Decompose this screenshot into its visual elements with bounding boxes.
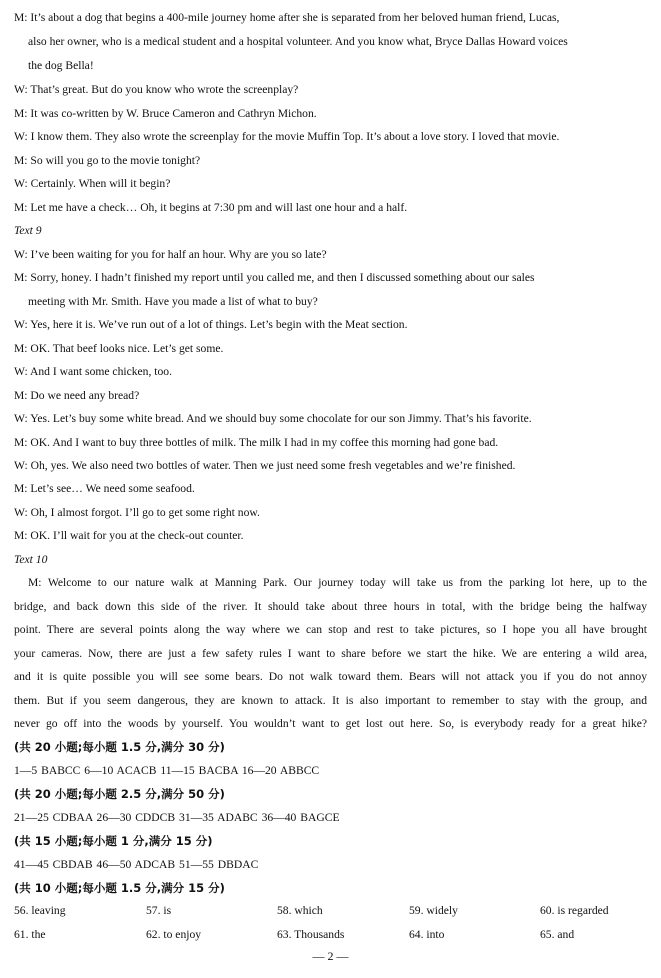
section-header: (共 20 小题;每小题 2.5 分,满分 50 分) [14,787,225,801]
transcript-line: M: OK. That beef looks nice. Let’s get some. [14,342,224,355]
fill-answer: 63. Thousands [277,928,345,941]
transcript-line: M: Sorry, honey. I hadn’t finished my report until you called me, and then I discussed something about our sales [14,271,535,284]
transcript-line: W: I’ve been waiting for you for half an hour. Why are you so late? [14,248,327,261]
transcript-line: W: That’s great. But do you know who wrote the screenplay? [14,83,299,96]
transcript-line: M: OK. I’ll wait for you at the check-out counter. [14,529,244,542]
transcript-line: M: Do we need any bread? [14,389,140,402]
fill-answer: 64. into [409,928,445,941]
fill-answer: 57. is [146,904,172,917]
answer-line: 1—5 BABCC 6—10 ACACB 11—15 BACBA 16—20 ABBCC [14,764,320,777]
transcript-line: M: OK. And I want to buy three bottles of milk. The milk I had in my coffee this morning had gone bad. [14,436,499,449]
paragraph-line: never go off into the woods by yourself. You wouldn’t want to get lost out here. So, is everybody ready for a great hike? [14,717,647,730]
paragraph-line: your cameras. Now, there are just a few safety rules I want to share before we start the hike. We are entering a wild area, [14,647,647,660]
answer-line: 21—25 CDBAA 26—30 CDDCB 31—35 ADABC 36—40 BAGCE [14,811,340,824]
paragraph-line: them. But if you seem dangerous, they are known to attack. It is also important to remember to stay with the group, and [14,694,647,707]
fill-answer: 61. the [14,928,46,941]
transcript-line: M: It was co-written by W. Bruce Cameron and Cathryn Michon. [14,107,317,120]
fill-answer: 58. which [277,904,323,917]
transcript-line: meeting with Mr. Smith. Have you made a list of what to buy? [28,295,318,308]
transcript-line: M: It’s about a dog that begins a 400-mile journey home after she is separated from her beloved human friend, Lucas, [14,11,560,24]
transcript-line: W: Yes, here it is. We’ve run out of a lot of things. Let’s begin with the Meat section. [14,318,408,331]
section-header: (共 15 小题;每小题 1 分,满分 15 分) [14,834,213,848]
transcript-line: M: Let me have a check… Oh, it begins at 7:30 pm and will last one hour and a half. [14,201,408,214]
transcript-line: W: Certainly. When will it begin? [14,177,171,190]
fill-answer: 65. and [540,928,575,941]
transcript-line: also her owner, who is a medical student and a hospital volunteer. And you know what, Bryce Dallas Howard voices [28,35,568,48]
fill-answer: 59. widely [409,904,458,917]
transcript-line: the dog Bella! [28,59,94,72]
paragraph-line: M: Welcome to our nature walk at Manning Park. Our journey today will take us from the parking lot here, up to the [28,576,647,589]
transcript-line: W: And I want some chicken, too. [14,365,172,378]
section-header: (共 20 小题;每小题 1.5 分,满分 30 分) [14,740,225,754]
answer-line: 41—45 CBDAB 46—50 ADCAB 51—55 DBDAC [14,858,259,871]
section-header: (共 10 小题;每小题 1.5 分,满分 15 分) [14,881,225,895]
fill-answer-row [14,925,647,945]
page-number: — 2 — [312,949,349,963]
fill-answer: 56. leaving [14,904,66,917]
transcript-line: W: Oh, I almost forgot. I’ll go to get some right now. [14,506,260,519]
text-label: Text 9 [14,224,42,237]
paragraph-line: point. There are several points along the way where we can stop and rest to take pictures, so I hope you all have brought [14,623,647,636]
fill-answer: 60. is regarded [540,904,609,917]
transcript-line: W: Oh, yes. We also need two bottles of water. Then we just need some fresh vegetables and we’re finished. [14,459,516,472]
paragraph-line: and it is quite possible you will see some bears. Do not walk toward them. Bears will not attack you if you do not annoy [14,670,647,683]
fill-answer: 62. to enjoy [146,928,202,941]
text-label: Text 10 [14,553,48,566]
fill-answer-row [14,901,647,921]
transcript-line: W: Yes. Let’s buy some white bread. And we should buy some chocolate for our son Jimmy. That’s his favorite. [14,412,532,425]
transcript-line: M: Let’s see… We need some seafood. [14,482,195,495]
transcript-line: M: So will you go to the movie tonight? [14,154,201,167]
transcript-line: W: I know them. They also wrote the screenplay for the movie Muffin Top. It’s about a love story. I loved that movie. [14,130,560,143]
paragraph-line: bridge, and back down this side of the river. It should take about three hours in total, with the bridge being the halfway [14,600,647,613]
